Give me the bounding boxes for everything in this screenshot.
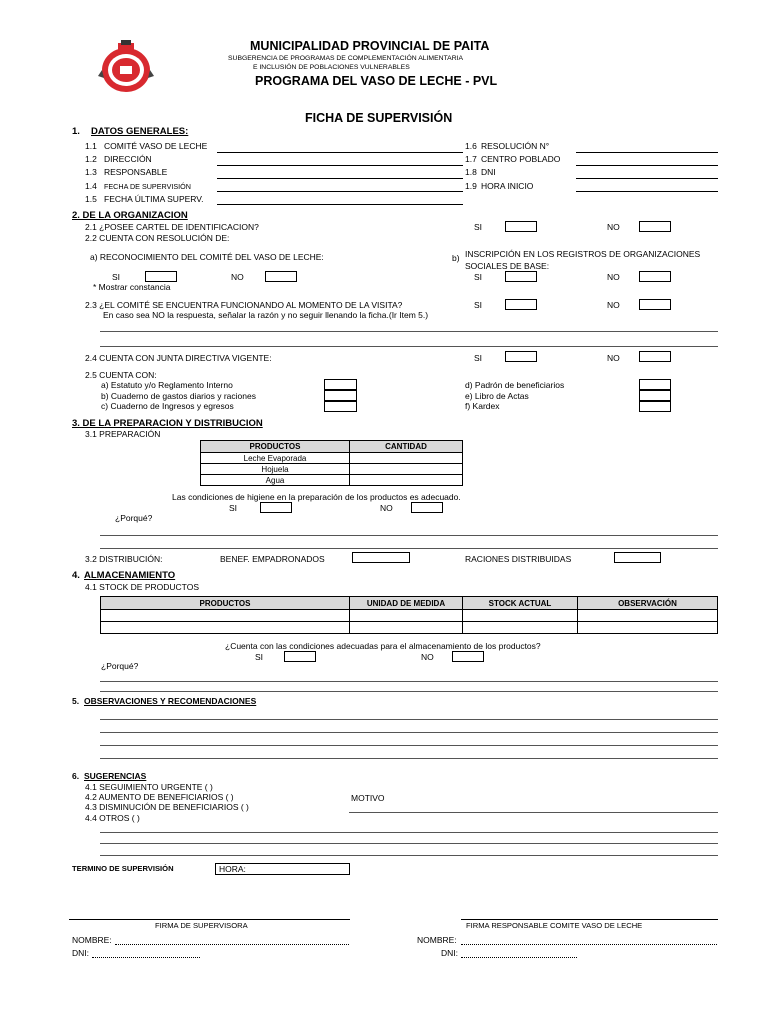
q23-si-label: SI [474, 300, 483, 310]
q22a-no-label: NO [231, 272, 244, 282]
nombre-supervisor-label: NOMBRE: [72, 935, 112, 945]
question-3-1: 3.1 PREPARACIÓN [85, 429, 161, 439]
motivo-line-3[interactable] [100, 843, 718, 844]
q23-note: En caso sea NO la respuesta, señalar la razón y no seguir llenando la ficha.(Ir Item 5.) [103, 310, 429, 320]
storage-si-checkbox[interactable] [284, 651, 316, 662]
dni-responsible-input[interactable] [461, 957, 577, 958]
stock-table [100, 596, 718, 634]
dni-responsible-label: DNI: [441, 948, 458, 958]
section-6-title: SUGERENCIAS [84, 771, 147, 781]
hygiene-question: Las condiciones de higiene en la preparación de los productos es adecuado. [172, 492, 461, 502]
field-1-9-input[interactable] [576, 191, 718, 192]
hygiene-no-checkbox[interactable] [411, 502, 443, 513]
field-1-1-num: 1.1 [85, 141, 97, 151]
q25-f-label: f) Kardex [465, 401, 500, 411]
form-title: FICHA DE SUPERVISIÓN [305, 111, 453, 125]
subtitle-line-1: SUBGERENCIA DE PROGRAMAS DE COMPLEMENTACIÓN ALIMENTARIA [228, 55, 464, 62]
q25-a-label: a) Estatuto y/o Reglamento Interno [101, 380, 233, 390]
q25-f-checkbox[interactable] [639, 401, 671, 412]
termino-label: TERMINO DE SUPERVISIÓN [72, 864, 174, 873]
field-1-7-label: CENTRO POBLADO [481, 154, 561, 164]
hygiene-reason-line-2[interactable] [100, 548, 718, 549]
q22a-label: a) RECONOCIMIENTO DEL COMITÉ DEL VASO DE LECHE: [90, 252, 324, 262]
field-1-3-num: 1.3 [85, 167, 97, 177]
subtitle-line-2: E INCLUSIÓN DE POBLACIONES VULNERABLES [253, 64, 410, 71]
preparation-table [200, 440, 463, 486]
prep-header-quantity: CANTIDAD [350, 441, 463, 453]
stock-cell[interactable] [578, 610, 718, 622]
storage-si-label: SI [255, 652, 264, 662]
stock-cell[interactable] [101, 610, 350, 622]
hygiene-si-checkbox[interactable] [260, 502, 292, 513]
prep-quantity-cell[interactable] [350, 453, 463, 464]
storage-reason-line-2[interactable] [100, 691, 718, 692]
q25-d-label: d) Padrón de beneficiarios [465, 380, 565, 390]
suggestion-4-1: 4.1 SEGUIMIENTO URGENTE ( ) [85, 782, 213, 792]
hygiene-reason-line-1[interactable] [100, 535, 718, 536]
signature-line-responsible[interactable] [461, 919, 718, 920]
q25-b-label: b) Cuaderno de gastos diarios y raciones [101, 391, 256, 401]
section-5-title: OBSERVACIONES Y RECOMENDACIONES [84, 696, 257, 706]
suggestion-4-4: 4.4 OTROS ( ) [85, 813, 140, 823]
section-5-number: 5. [72, 696, 80, 706]
q24-si-label: SI [474, 353, 483, 363]
motivo-line-2[interactable] [100, 832, 718, 833]
prep-quantity-cell[interactable] [350, 464, 463, 475]
q25-e-label: e) Libro de Actas [465, 391, 529, 401]
prep-product-cell: Leche Evaporada [201, 453, 350, 464]
hygiene-no-label: NO [380, 503, 393, 513]
field-1-9-num: 1.9 [465, 181, 477, 191]
benef-input[interactable] [352, 552, 410, 563]
field-1-6-input[interactable] [576, 152, 718, 153]
section-6-number: 6. [72, 771, 80, 781]
field-1-6-num: 1.6 [465, 141, 477, 151]
section-1-title: DATOS GENERALES: [91, 126, 189, 137]
q22b-no-checkbox[interactable] [639, 271, 671, 282]
q25-d-checkbox[interactable] [639, 379, 671, 390]
q24-no-label: NO [607, 353, 620, 363]
field-1-6-label: RESOLUCIÓN N° [481, 141, 550, 151]
stock-cell[interactable] [101, 622, 350, 634]
storage-reason-line-1[interactable] [100, 681, 718, 682]
dni-supervisor-input[interactable] [92, 957, 200, 958]
storage-question: ¿Cuenta con las condiciones adecuadas para el almacenamiento de los productos? [225, 641, 541, 651]
q23-reason-line-2[interactable] [100, 346, 718, 347]
q22b-si-label: SI [474, 272, 483, 282]
stock-header-stock: STOCK ACTUAL [463, 597, 578, 610]
q22b-si-checkbox[interactable] [505, 271, 537, 282]
raciones-input[interactable] [614, 552, 661, 563]
field-1-8-input[interactable] [576, 178, 718, 179]
observations-line-2[interactable] [100, 732, 718, 733]
stock-header-products: PRODUCTOS [101, 597, 350, 610]
section-2-title: 2. DE LA ORGANIZACION [72, 210, 188, 221]
q23-si-checkbox[interactable] [505, 299, 537, 310]
section-4-title: ALMACENAMIENTO [84, 570, 176, 581]
firma-supervisora-label: FIRMA DE SUPERVISORA [155, 921, 248, 930]
stock-cell[interactable] [350, 622, 463, 634]
motivo-line-1[interactable] [349, 812, 718, 813]
q23-no-checkbox[interactable] [639, 299, 671, 310]
q23-no-label: NO [607, 300, 620, 310]
nombre-responsible-input[interactable] [461, 944, 717, 945]
stock-cell[interactable] [578, 622, 718, 634]
q22a-si-label: SI [112, 272, 121, 282]
storage-no-label: NO [421, 652, 434, 662]
q25-c-checkbox[interactable] [324, 401, 357, 412]
field-1-5-label: FECHA ÚLTIMA SUPERV. [104, 194, 204, 204]
storage-no-checkbox[interactable] [452, 651, 484, 662]
field-1-5-num: 1.5 [85, 194, 97, 204]
suggestion-4-3: 4.3 DISMINUCIÓN DE BENEFICIARIOS ( ) [85, 802, 249, 812]
table-row [101, 610, 718, 622]
q22b-line-1: INSCRIPCIÓN EN LOS REGISTROS DE ORGANIZACIONES [465, 249, 701, 259]
raciones-label: RACIONES DISTRIBUIDAS [465, 554, 572, 564]
storage-porque-label: ¿Porqué? [101, 661, 139, 671]
question-2-3: 2.3 ¿EL COMITÉ SE ENCUENTRA FUNCIONANDO AL MOMENTO DE LA VISITA? [85, 300, 403, 310]
q22b-no-label: NO [607, 272, 620, 282]
field-1-2-label: DIRECCIÓN [104, 154, 152, 164]
field-1-8-num: 1.8 [465, 167, 477, 177]
q25-c-label: c) Cuaderno de Ingresos y egresos [101, 401, 234, 411]
field-1-8-label: DNI [481, 167, 496, 177]
section-4-number: 4. [72, 570, 80, 581]
prep-header-products: PRODUCTOS [201, 441, 350, 453]
field-1-1-label: COMITÉ VASO DE LECHE [104, 141, 208, 151]
table-row [201, 453, 463, 464]
stock-cell[interactable] [463, 622, 578, 634]
stock-cell[interactable] [350, 610, 463, 622]
field-1-3-label: RESPONSABLE [104, 167, 168, 177]
prep-product-cell: Hojuela [201, 464, 350, 475]
dni-supervisor-label: DNI: [72, 948, 89, 958]
signature-line-supervisor[interactable] [69, 919, 350, 920]
field-1-9-label: HORA INICIO [481, 181, 534, 191]
field-1-2-num: 1.2 [85, 154, 97, 164]
stock-header-unit: UNIDAD DE MEDIDA [350, 597, 463, 610]
benef-label: BENEF. EMPADRONADOS [220, 554, 325, 564]
q21-no-label: NO [607, 222, 620, 232]
question-4-1: 4.1 STOCK DE PRODUCTOS [85, 582, 199, 592]
prep-product-cell: Agua [201, 475, 350, 486]
nombre-responsible-label: NOMBRE: [417, 935, 457, 945]
municipal-seal-logo [98, 40, 154, 96]
q22a-si-checkbox[interactable] [145, 271, 177, 282]
question-2-4: 2.4 CUENTA CON JUNTA DIRECTIVA VIGENTE: [85, 353, 272, 363]
q21-si-checkbox[interactable] [505, 221, 537, 232]
stock-header-observation: OBSERVACIÓN [578, 597, 718, 610]
q21-si-label: SI [474, 222, 483, 232]
q25-e-checkbox[interactable] [639, 390, 671, 401]
prep-quantity-cell[interactable] [350, 475, 463, 486]
q23-reason-line-1[interactable] [100, 331, 718, 332]
field-1-4-label: FECHA DE SUPERVISIÓN [104, 182, 191, 191]
observations-line-1[interactable] [100, 719, 718, 720]
motivo-label: MOTIVO [351, 793, 385, 803]
firma-responsable-label: FIRMA RESPONSABLE COMITE VASO DE LECHE [466, 921, 643, 930]
q22b-prefix: b) [452, 253, 460, 263]
observations-line-4[interactable] [100, 758, 718, 759]
q24-no-checkbox[interactable] [639, 351, 671, 362]
observations-line-3[interactable] [100, 745, 718, 746]
q22a-no-checkbox[interactable] [265, 271, 297, 282]
hygiene-porque-label: ¿Porqué? [115, 513, 153, 523]
section-1-number: 1. [72, 126, 80, 137]
field-1-7-num: 1.7 [465, 154, 477, 164]
section-3-title: 3. DE LA PREPARACION Y DISTRIBUCION [72, 418, 263, 429]
stock-cell[interactable] [463, 610, 578, 622]
q25-b-checkbox[interactable] [324, 390, 357, 401]
field-1-5-input[interactable] [217, 204, 463, 205]
question-2-2: 2.2 CUENTA CON RESOLUCIÓN DE: [85, 233, 230, 243]
hygiene-si-label: SI [229, 503, 238, 513]
motivo-line-4[interactable] [100, 855, 718, 856]
nombre-supervisor-input[interactable] [115, 944, 349, 945]
q24-si-checkbox[interactable] [505, 351, 537, 362]
field-1-2-input[interactable] [217, 165, 463, 166]
program-title: PROGRAMA DEL VASO DE LECHE - PVL [255, 74, 498, 88]
field-1-7-input[interactable] [576, 165, 718, 166]
table-row [201, 464, 463, 475]
question-2-1: 2.1 ¿POSEE CARTEL DE IDENTIFICACION? [85, 222, 259, 232]
q21-no-checkbox[interactable] [639, 221, 671, 232]
hora-box[interactable] [215, 863, 350, 875]
mostrar-constancia-note: * Mostrar constancia [93, 282, 171, 292]
field-1-1-input[interactable] [217, 152, 463, 153]
municipality-title: MUNICIPALIDAD PROVINCIAL DE PAITA [250, 39, 490, 53]
question-2-5: 2.5 CUENTA CON: [85, 370, 157, 380]
field-1-4-num: 1.4 [85, 181, 97, 191]
hora-label: HORA: [219, 864, 246, 874]
field-1-3-input[interactable] [217, 178, 463, 179]
field-1-4-input[interactable] [217, 191, 463, 192]
q22b-line-2: SOCIALES DE BASE: [465, 261, 550, 271]
table-row [101, 622, 718, 634]
table-row [201, 475, 463, 486]
suggestion-4-2: 4.2 AUMENTO DE BENEFICIARIOS ( ) [85, 792, 234, 802]
q25-a-checkbox[interactable] [324, 379, 357, 390]
question-3-2: 3.2 DISTRIBUCIÓN: [85, 554, 163, 564]
